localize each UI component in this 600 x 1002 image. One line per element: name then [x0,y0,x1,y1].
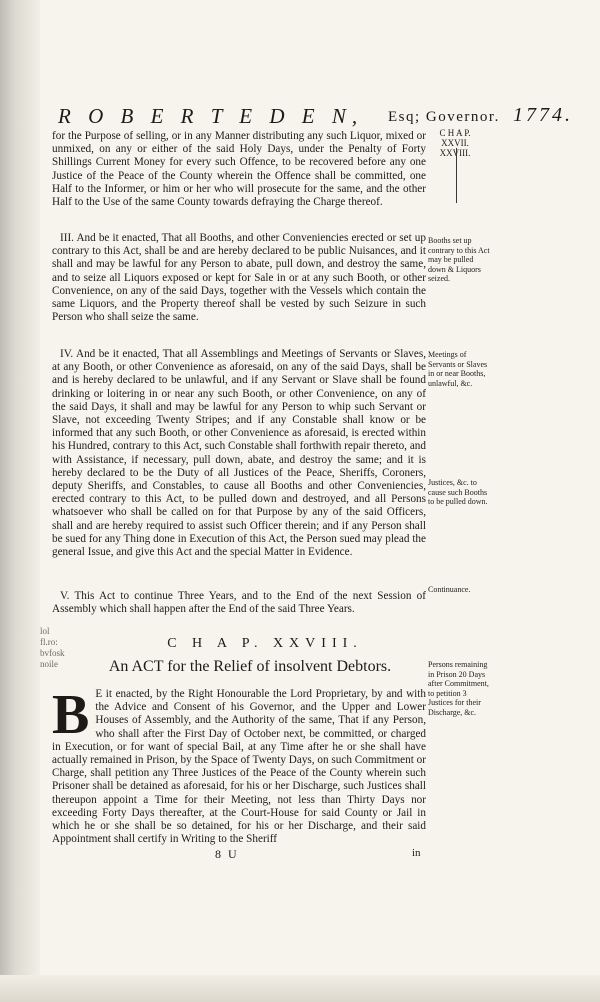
margin-note-meetings: Meetings of Servants or Slaves in or near Booths, unlawful, &c. [428,350,488,388]
margin-note-booths: Booths set up contrary to this Act may be pulled down & Liquors seized. [428,236,490,283]
chapter-side-tag: C H A P. XXVII. XXVIII. [439,128,471,158]
running-head-year: 1774. [513,104,573,126]
paragraph-section-4-text: IV. And be it enacted, That all Assemblings and Meetings of Servants or Slaves, at any Booth, or other Convenience as aforesaid, on any of the said Days, shall be and is hereby declared to be unlawful, and if any Servant or Slave shall be found drinking or loitering in or near any such Booth, or other Convenience, on any of the said Days, it shall and may be lawful for any Person to whip such Servant or Slave, not exceeding Twenty Stripes; and if any Constable shall know or be informed that any such Booth, or other Convenience as aforesaid, is erected within his Hundred, contrary to this Act, such Constable shall forthwith repair thereto, and with Assistance, if necessary, pull down, abate, and destroy the same; and it is hereby declared to be the Duty of all Justices of the Peace, Sheriffs, Coroners, deputy Sheriffs, and Constables, to cause all Booths and other Conveniencies, erected contrary to this Act, to be pulled down and destroyed, and all Persons whatsoever who shall be called on for that Purpose by any of the said Officers, shall and are hereby required to assist such Officer therein; and if any Person shall be sued for any Thing done in Execution of this Act, the Person sued may plead the general Issue, and give this Act and the special Matter in Evidence. [52,348,426,559]
paragraph-intro-text: for the Purpose of selling, or in any Manner distributing any such Liquor, mixed or unmixed, on any or either of the said Holy Days, under the Penalty of Forty Shillings Current Money for every such Offence, to be recovered before any one Justice of the Peace of the County wherein the Offence shall be committed, one Half to the Informer, or him or her who will prosecute for the same, and the other Half to the Use of the same County towards defraying the Charge thereof. [52,130,426,209]
printer-signature: 8 U [215,847,239,861]
paragraph-section-3 [52,232,426,324]
paragraph-section-3-text: III. And be it enacted, That all Booths, and other Conveniencies erected or set up contrary to this Act, shall be and are hereby declared to be public Nuisances, and it shall and may be lawful for any Person to abate, pull down, and destroy the same, and to seize all Liquors exposed or kept for Sale in or at any such Booth, or other Convenience, on any of the said Days, together with the Vessels which contain the same Liquors, and the Property thereof shall be vested by such Seizure in such Person who shall seize the same. [52,232,426,324]
margin-note-continuance: Continuance. [428,585,471,594]
running-head-office: Esq; Governor. [388,109,500,125]
catchword: in [412,847,421,859]
chapter-heading: C H A P. XXVIII. [167,636,363,651]
paragraph-intro [52,130,426,209]
act-title: An ACT for the Relief of insolvent Debtors. [108,658,392,675]
paragraph-section-5 [52,590,426,616]
paragraph-section-5-text: V. This Act to continue Three Years, and to the End of the next Session of Assembly which shall happen after the End of the said Three Years. [52,590,426,616]
running-head-name: R O B E R T E D E N, [58,104,364,128]
page-gutter-shadow [0,0,40,1002]
act-body [52,684,426,846]
bleed-through-text: lol fl.ro: bvfosk noile [40,626,65,669]
margin-note-justices: Justices, &c. to cause such Booths to be pulled down. [428,478,488,506]
running-head [58,102,588,132]
ink-mark [456,148,465,203]
act-body-text: E it enacted, by the Right Honourable the Lord Proprietary, by and with the Advice and Consent of his Governor, and the Upper and Lower Houses of Assembly, and the Authority of the same, That if any Person, who shall after the First Day of October next, be committed, or charged in Execution, or for want of special Bail, at any Time after he or she shall have actually remained in Prison, by the Space of Twenty Days, on such Commitment or Charge, shall petition any Three Justices of the Peace of the County wherein such Prisoner shall be detained as aforesaid, for his or her Discharge, such Justices shall thereupon appoint a Time for their Meeting, not less than Thirty Days nor exceeding Forty Days thereafter, at the Court-House for said County or Jail in which he or she shall be so detained, for his or her Discharge, and their said Appointment shall certify in Writing to the Sheriff [52,688,426,846]
margin-note-persons: Persons remaining in Prison 20 Days after Commitment, to petition 3 Justices for their Discharge, &c. [428,660,489,717]
paragraph-section-4 [52,348,426,559]
drop-cap: B [52,684,90,746]
page-bottom-edge [0,975,600,1002]
